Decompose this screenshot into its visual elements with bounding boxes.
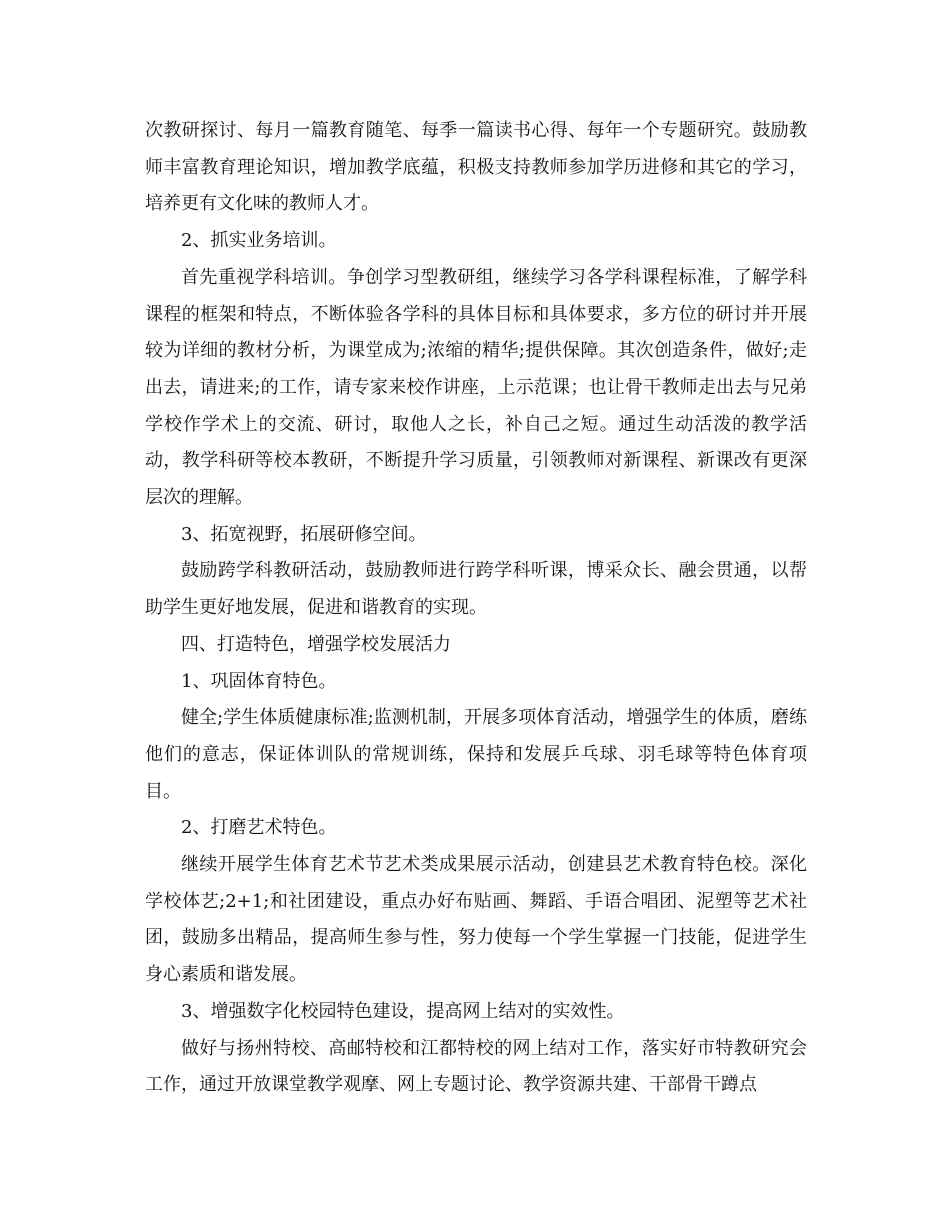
- heading-digital-campus: 3、增强数字化校园特色建设，提高网上结对的实效性。: [181, 1000, 625, 1022]
- paragraph-arts: 继续开展学生体育艺术节艺术类成果展示活动，创建县艺术教育特色校。深化学校体艺;2+1;和社团建设，重点办好布贴画、舞蹈、手语合唱团、泥塑等艺术社团，鼓励多出精品，提高师生参与性，努力使每一个学生掌握一门技能，促进学生身心素质和谐发展。: [145, 854, 807, 986]
- document-body: [145, 113, 807, 1104]
- heading-business-training: 2、抓实业务培训。: [181, 230, 337, 252]
- paragraph-continuation: 次教研探讨、每月一篇教育随笔、每季一篇读书心得、每年一个专题研究。鼓励教师丰富教育理论知识，增加教学底蕴，积极支持教师参加学历进修和其它的学习，培养更有文化味的教师人才。: [145, 120, 807, 215]
- paragraph-subject-training: 首先重视学科培训。争创学习型教研组，继续学习各学科课程标准，了解学科课程的框架和特点，不断体验各学科的具体目标和具体要求，多方位的研讨并开展较为详细的教材分析，为课堂成为;浓缩的精华;提供保障。其次创造条件，做好;走出去，请进来;的工作，请专家来校作讲座，上示范课；也让骨干教师走出去与兄弟学校作学术上的交流、研讨，取他人之长，补自己之短。通过生动活泼的教学活动，教学科研等校本教研，不断提升学习质量，引领教师对新课程、新课改有更深层次的理解。: [145, 266, 807, 509]
- heading-sports-feature: 1、巩固体育特色。: [181, 670, 337, 692]
- paragraph-sports: 健全;学生体质健康标准;监测机制，开展多项体育活动，增强学生的体质，磨练他们的意志，保证体训队的常规训练，保持和发展乒乓球、羽毛球等特色体育项目。: [145, 707, 807, 802]
- heading-arts-feature: 2、打磨艺术特色。: [181, 817, 337, 839]
- paragraph-online-pairing: 做好与扬州特校、高邮特校和江都特校的网上结对工作，落实好市特教研究会工作，通过开放课堂教学观摩、网上专题讨论、教学资源共建、干部骨干蹲点: [145, 1037, 807, 1096]
- heading-broaden-vision: 3、拓宽视野，拓展研修空间。: [181, 523, 427, 545]
- heading-build-features: 四、打造特色，增强学校发展活力: [181, 633, 451, 655]
- paragraph-cross-subject: 鼓励跨学科教研活动，鼓励教师进行跨学科听课，博采众长、融会贯通，以帮助学生更好地发展，促进和谐教育的实现。: [145, 560, 807, 619]
